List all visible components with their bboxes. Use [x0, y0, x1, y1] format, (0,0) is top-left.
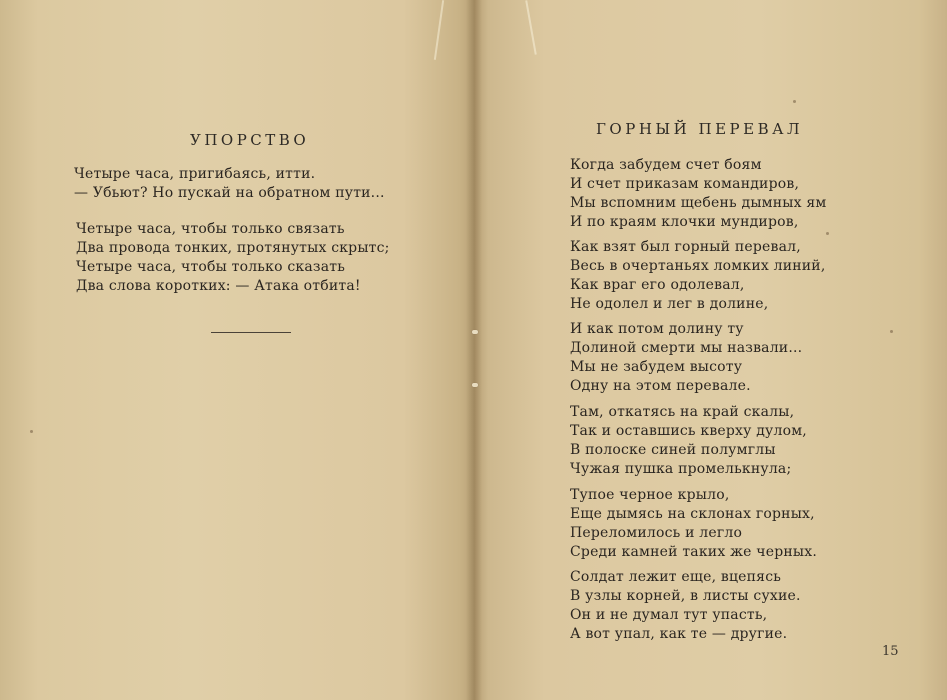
poem-line: Чужая пушка промелькнула; — [570, 461, 792, 477]
poem-line: Два провода тонких, протянутых скрытс; — [76, 240, 390, 256]
right-stanza-5 — [570, 486, 817, 562]
poem-line: Там, откатясь на край скалы, — [570, 404, 795, 420]
poem-line: И по краям клочки мундиров, — [570, 214, 799, 230]
page-number: 15 — [882, 644, 899, 659]
poem-line: Как враг его одолевал, — [570, 277, 745, 293]
poem-line: А вот упал, как те — другие. — [570, 626, 788, 642]
right-stanza-6 — [570, 568, 801, 644]
right-stanza-2 — [570, 238, 825, 314]
poem-line: Четыре часа, пригибаясь, итти. — [74, 166, 316, 182]
poem-line: В узлы корней, в листы сухие. — [570, 588, 801, 604]
poem-line: Одну на этом перевале. — [570, 378, 751, 394]
poem-line: И как потом долину ту — [570, 321, 744, 337]
poem-line: Он и не думал тут упасть, — [570, 607, 768, 623]
paper-speck — [890, 330, 893, 333]
binding-stitch — [472, 330, 478, 334]
paper-speck — [30, 430, 33, 433]
poem-line: — Убьют? Но пускай на обратном пути... — [74, 185, 385, 201]
poem-line: Два слова коротких: — Атака отбита! — [76, 278, 361, 294]
poem-title-upors: УПОРСТВО — [190, 131, 310, 149]
poem-title-gorny-pereval: ГОРНЫЙ ПЕРЕВАЛ — [596, 120, 803, 138]
poem-line: И счет приказам командиров, — [570, 176, 800, 192]
poem-line: Весь в очертаньях ломких линий, — [570, 258, 826, 274]
poem-line: Еще дымясь на склонах горных, — [570, 506, 815, 522]
poem-line: Солдат лежит еще, вцепясь — [570, 569, 782, 585]
poem-line: Мы не забудем высоту — [570, 359, 743, 375]
poem-line: Мы вспомним щебень дымных ям — [570, 195, 827, 211]
poem-line: Когда забудем счет боям — [570, 157, 762, 173]
book-gutter — [466, 0, 482, 700]
poem-line: Тупое черное крыло, — [570, 487, 730, 503]
poem-line: Четыре часа, чтобы только связать — [76, 221, 345, 237]
right-stanza-4 — [570, 403, 807, 479]
poem-line: Так и оставшись кверху дулом, — [570, 423, 807, 439]
left-stanza-2 — [76, 220, 390, 296]
paper-speck — [793, 100, 796, 103]
poem-line: Переломилось и легло — [570, 525, 743, 541]
section-divider — [211, 332, 291, 333]
paper-speck — [826, 232, 829, 235]
left-stanza-1 — [74, 165, 385, 203]
right-stanza-3 — [570, 320, 802, 396]
poem-line: Долиной смерти мы назвали... — [570, 340, 803, 356]
poem-line: Среди камней таких же черных. — [570, 544, 817, 560]
poem-line: Четыре часа, чтобы только сказать — [76, 259, 346, 275]
right-stanza-1 — [570, 156, 827, 232]
poem-line: В полоске синей полумглы — [570, 442, 776, 458]
poem-line: Не одолел и лег в долине, — [570, 296, 769, 312]
binding-stitch — [472, 383, 478, 387]
poem-line: Как взят был горный перевал, — [570, 239, 801, 255]
